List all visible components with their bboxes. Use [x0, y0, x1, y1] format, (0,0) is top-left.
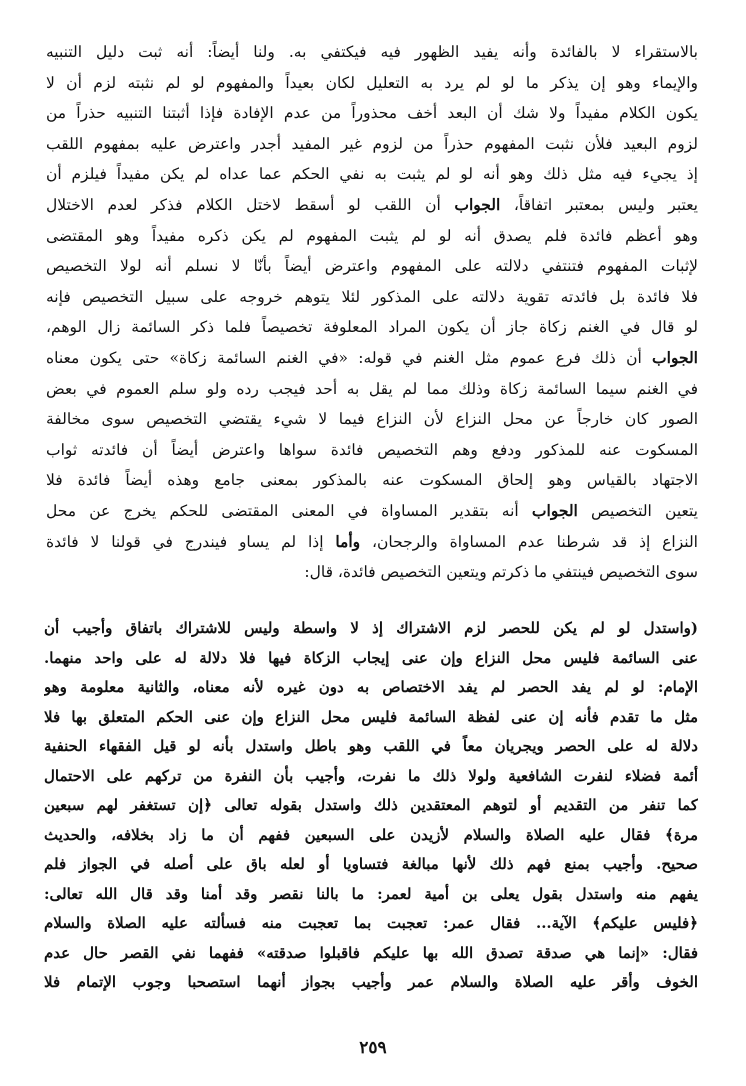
- text-run: لإثبات المفهوم فتنتفي دلالته على المفهوم واعترض أيضاً بأنّا لا نسلم أنه لولا التخصيص: [46, 257, 698, 276]
- commentary-line: [46, 527, 698, 557]
- commentary-line: [46, 68, 698, 98]
- text-run: فلا فائدة بل فائدته تقوية دلالته على المذكور لئلا يتوهم خروجه على سبيل التخصيص فإنه: [46, 287, 698, 306]
- matn-line: كما تنفر من التقديم أو لتوهم المعتقدين ذلك واستدل بقوله تعالى ﴿إن تستغفر لهم سبعين: [44, 796, 698, 814]
- commentary-line: [46, 343, 698, 373]
- text-run: إذ يجيء فيه مثل ذلك وهو أنه لو لم يثبت به نفي الحكم عما عداه لم يكن مفيداً فيلزم أن: [46, 165, 698, 184]
- text-run: وهو أعظم فائدة فلم يصدق أنه لو لم يثبت المفهوم لم يكن ذكره مفيداً وهو المقتضى: [46, 226, 698, 245]
- text-run: يكون الكلام مفيداً ولا شك أن البعد أخف محذوراً من عدم الإفادة فإذا أثبتنا التنبيه حذراً من: [46, 104, 698, 123]
- matn-line: دلالة له على الحصر ويجريان معاً في اللقب وهو باطل واستدل بأنه لو قيل الفقهاء الحنفية: [44, 737, 698, 755]
- matn-line: مثل ما تقدم فأنه إن عنى لفظة السائمة فليس محل النزاع وإن عنى الحكم المتعلق بها فلا: [44, 707, 698, 726]
- commentary-line: [46, 282, 698, 312]
- text-run: يعتبر وليس بمعتبر اتفاقاً،: [500, 196, 698, 214]
- matn-line: ﴿فليس عليكم﴾ الآية... فقال عمر: تعجبت بما تعجبت منه فسألته عليه الصلاة والسلام: [44, 914, 698, 932]
- commentary-line: [46, 496, 698, 526]
- commentary-line: [46, 221, 698, 251]
- commentary-line: [46, 374, 698, 404]
- matn-line: (واستدل لو لم يكن للحصر لزم الاشتراك إذ لا واسطة وليس للاشتراك باتفاق وأجيب أن: [44, 619, 698, 637]
- bold-keyword: وأما: [335, 531, 361, 551]
- text-run: لو قال في الغنم زكاة جاز أن يكون المراد المعلوفة تخصيصاً فلما ذكر السائمة زال الوهم،: [46, 318, 698, 337]
- matn-line: الخوف وأقر عليه الصلاة والسلام عمر وأجيب بجواز أنهما استصحبا وجوب الإتمام فلا: [44, 973, 698, 991]
- matn-line: عنى السائمة فليس محل النزاع وإن عنى إيجاب الزكاة فيها فلا دلالة له على واحد منهما.: [44, 648, 698, 667]
- text-run: في الغنم سيما السائمة زكاة وذلك مما لم يقل به أحد فيجب رده ولو سلم العموم في بعض: [46, 379, 698, 398]
- commentary-line: [46, 312, 698, 342]
- page-number: ٢٥٩: [359, 1038, 387, 1058]
- commentary-line: [46, 404, 698, 434]
- text-run: الاجتهاد بالقياس وهو إلحاق المسكوت عنه بالمذكور بمعنى جامع وهذه أيضاً فائدة فلا: [46, 471, 698, 490]
- bold-keyword: الجواب: [652, 348, 698, 367]
- text-run: النزاع إذ قد شرطنا عدم المساواة والرجحان،: [360, 532, 698, 551]
- text-run: أنه بتقدير المساواة في المعنى المقتضى للحكم يخرج عن محل: [46, 502, 532, 520]
- matn-line: أئمة فضلاء لنفرت الشافعية ولولا ذلك ما نفرت، وأجيب بأن النفرة من تركهم على الاحتمال: [44, 766, 698, 785]
- commentary-line: [46, 190, 698, 220]
- text-run: لزوم البعيد فلأن نثبت المفهوم حذراً من لزوم غير المفيد أجدر واعترض عليه بمفهوم اللقب: [46, 134, 698, 153]
- bold-keyword: الجواب: [531, 501, 578, 520]
- matn-line: مرة﴾ فقال عليه الصلاة والسلام لأزيدن على السبعين ففهم أن ما زاد بخلافه، والحديث: [44, 825, 698, 844]
- text-run: يتعين التخصيص: [577, 502, 698, 520]
- commentary-line: [46, 98, 698, 128]
- commentary-line: [46, 251, 698, 281]
- matn-line: فقال: «إنما هي صدقة تصدق الله بها عليكم فاقبلوا صدقته» ففهما نفي القصر حال عدم: [44, 943, 698, 962]
- commentary-line: [46, 557, 698, 587]
- bold-keyword: الجواب: [454, 195, 501, 214]
- commentary-line: [46, 129, 698, 159]
- text-run: المسكوت عنه للمذكور ودفع وهم التخصيص فائدة سواها واعترض أيضاً أن فائدته ثواب: [46, 440, 698, 459]
- commentary-line: [46, 435, 698, 465]
- text-run: الصور كان خارجاً عن محل النزاع لأن النزاع فيما لا شيء يقتضي التخصيص سوى مخالفة: [46, 410, 698, 429]
- commentary-line: [46, 159, 698, 189]
- matn-line: صحيح. وأجيب بمنع فهم ذلك لأنها مبالغة فتساويا أو لعله باق على أصله في الجواز فلم: [44, 855, 698, 873]
- text-run: إذا لم يساو فيندرج في قولنا لا فائدة: [46, 532, 336, 551]
- matn-line: الإمام: لو لم يفد الحصر لم يفد الاختصاص به دون غيره لأنه معناه، والثانية معلومة وهو: [44, 678, 698, 696]
- text-run: بالاستقراء لا بالفائدة وأنه يفيد الظهور فيه فيكتفي به. ولنا أيضاً: أنه ثبت دليل التنبيه: [46, 43, 698, 61]
- commentary-line: [46, 37, 698, 67]
- text-run: والإيماء وهو إن يذكر ما لو لم يرد به التعليل لكان بعيداً والمفهوم لو لم نثبته لزم أن لا: [46, 73, 698, 92]
- text-run: أن اللقب لو أسقط لاختل الكلام فذكر لعدم الاختلال: [46, 196, 455, 214]
- text-run: أن ذلك فرع عموم مثل الغنم في قوله: «في الغنم السائمة زكاة» حتى يكون معناه: [46, 349, 653, 367]
- commentary-line: [46, 465, 698, 495]
- matn-line: يفهم منه واستدل بقول يعلى بن أمية لعمر: ما بالنا نقصر وقد أمنا وقد قال الله تعالى:: [44, 884, 698, 903]
- text-run: سوى التخصيص فينتفي ما ذكرتم ويتعين التخصيص فائدة، قال:: [304, 563, 698, 582]
